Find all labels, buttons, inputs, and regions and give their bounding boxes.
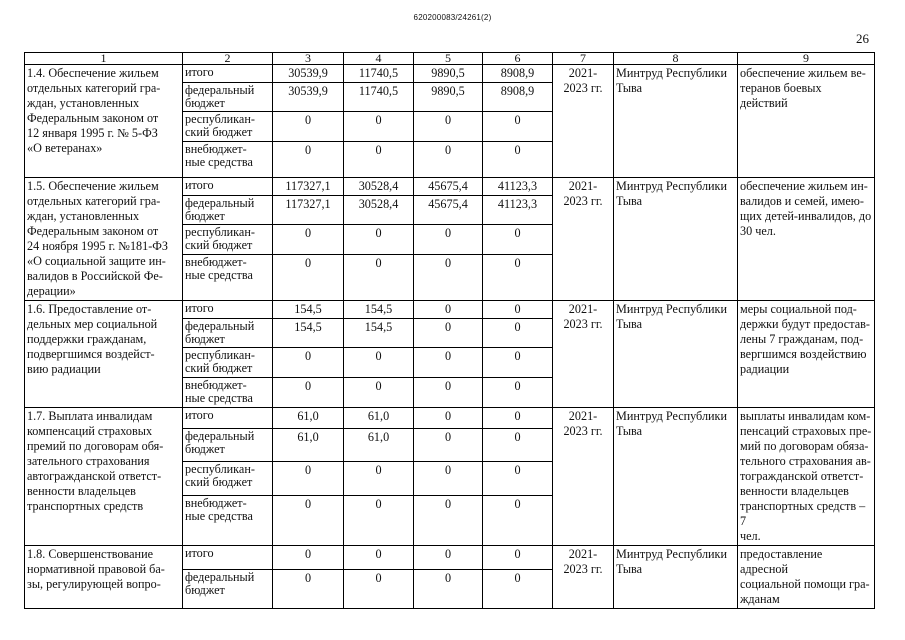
amount-cell: 117327,1 (273, 196, 344, 225)
measure-name-line: 1.8. Совершенствование (27, 547, 154, 561)
funding-source-line: ский бюджет (185, 474, 253, 489)
funding-source-line: итого (185, 178, 214, 192)
result-line: тогражданской ответст- (740, 469, 864, 483)
result-line: лены 7 гражданам, под- (740, 332, 864, 346)
measure-name-line: зы, регулирующей вопро- (27, 577, 161, 591)
col-header-6: 6 (483, 53, 553, 65)
amount-cell: 0 (483, 408, 553, 429)
funding-source-cell (183, 348, 273, 378)
funding-source-line: итого (185, 65, 214, 79)
amount-cell: 0 (344, 348, 414, 378)
col-header-2: 2 (183, 53, 273, 65)
funding-source-cell (183, 83, 273, 112)
period-line: 2023 гг. (563, 424, 603, 438)
column-number-row (25, 53, 875, 65)
executor-line: Минтруд Республики (616, 66, 728, 80)
measure-name-line: дельных мер социальной (27, 317, 158, 331)
amount-cell: 9890,5 (414, 65, 483, 83)
measure-name-line: ждан, установленных (27, 96, 140, 110)
period-cell (553, 178, 614, 301)
amount-cell: 0 (273, 225, 344, 255)
funding-source-cell (183, 225, 273, 255)
executor-line: Минтруд Республики (616, 302, 728, 316)
measure-name-line: автогражданской ответст- (27, 469, 162, 483)
executor-line: Тыва (616, 317, 643, 331)
executor-cell (614, 178, 738, 301)
measure-name-line: 24 ноября 1995 г. №181-ФЗ (27, 239, 169, 253)
measure-name-cell (25, 65, 183, 178)
amount-cell: 0 (483, 546, 553, 570)
period-line: 2023 гг. (563, 194, 603, 208)
measures-table (24, 52, 875, 609)
amount-cell: 0 (483, 378, 553, 408)
amount-cell: 154,5 (273, 319, 344, 348)
executor-line: Тыва (616, 562, 643, 576)
amount-cell: 0 (483, 301, 553, 319)
amount-cell: 0 (273, 378, 344, 408)
measure-name-line: компенсаций страховых (27, 424, 153, 438)
measure-name-line: отдельных категорий гра- (27, 194, 161, 208)
result-line: обеспечение жильем ин- (740, 179, 868, 193)
page-number: 26 (856, 31, 869, 46)
col-header-1: 1 (25, 53, 183, 65)
amount-cell: 61,0 (344, 408, 414, 429)
funding-source-cell (183, 178, 273, 196)
period-cell (553, 408, 614, 546)
measure-name-line: 12 января 1995 г. № 5-ФЗ (27, 126, 158, 140)
result-line: пенсаций страховых пре- (740, 424, 872, 438)
amount-cell: 0 (483, 570, 553, 609)
amount-cell: 0 (414, 112, 483, 142)
funding-source-line: ные средства (185, 155, 253, 169)
result-line: меры социальной под- (740, 302, 857, 316)
result-line: тельного страхования ав- (740, 454, 871, 468)
amount-cell: 154,5 (273, 301, 344, 319)
period-cell (553, 65, 614, 178)
funding-source-line: итого (185, 408, 214, 422)
measure-name-line: Федеральным законом от (27, 224, 159, 238)
amount-cell: 0 (483, 428, 553, 461)
amount-cell: 0 (344, 495, 414, 545)
amount-cell: 0 (414, 225, 483, 255)
funding-source-line: внебюджет- (185, 378, 247, 392)
amount-cell: 0 (344, 461, 414, 495)
col-header-9: 9 (738, 53, 875, 65)
funding-source-line: федеральный (185, 196, 255, 210)
funding-source-line: внебюджет- (185, 142, 247, 156)
amount-cell: 0 (414, 348, 483, 378)
amount-cell: 8908,9 (483, 65, 553, 83)
amount-cell: 0 (483, 255, 553, 301)
measure-name-line: вию радиации (27, 362, 101, 376)
amount-cell: 0 (414, 408, 483, 429)
funding-source-line: итого (185, 301, 214, 315)
measure-name-line: дерации» (27, 284, 76, 298)
measure-name-line: 1.4. Обеспечение жильем (27, 66, 159, 80)
executor-line: Минтруд Республики (616, 547, 728, 561)
measure-name-cell (25, 178, 183, 301)
amount-cell: 61,0 (344, 428, 414, 461)
amount-cell: 0 (273, 348, 344, 378)
result-line: транспортных средств – 7 (740, 499, 866, 528)
measure-name-line: венности владельцев (27, 484, 136, 498)
result-line: обеспечение жильем ве- (740, 66, 866, 80)
period-cell (553, 301, 614, 408)
funding-source-line: бюджет (185, 96, 225, 110)
result-line: валидов и семей, имею- (740, 194, 864, 208)
amount-cell: 154,5 (344, 319, 414, 348)
amount-cell: 0 (414, 142, 483, 178)
table-row (25, 546, 875, 570)
funding-source-cell (183, 112, 273, 142)
funding-source-line: ные средства (185, 268, 253, 282)
amount-cell: 0 (414, 570, 483, 609)
funding-source-cell (183, 65, 273, 83)
funding-source-line: итого (185, 546, 214, 560)
period-line: 2021- (568, 179, 598, 193)
funding-source-line: внебюджет- (185, 495, 247, 510)
result-line: вергшимся воздействию (740, 347, 867, 361)
table-row (25, 301, 875, 319)
executor-line: Минтруд Республики (616, 409, 728, 423)
amount-cell: 30528,4 (344, 178, 414, 196)
funding-source-line: ные средства (185, 508, 253, 523)
period-cell (553, 546, 614, 609)
measure-name-line: транспортных средств (27, 499, 144, 513)
amount-cell: 0 (483, 225, 553, 255)
amount-cell: 0 (344, 546, 414, 570)
measure-name-line: 1.5. Обеспечение жильем (27, 179, 159, 193)
measure-name-line: поддержки гражданам, (27, 332, 147, 346)
amount-cell: 0 (483, 112, 553, 142)
amount-cell: 61,0 (273, 408, 344, 429)
table-row (25, 408, 875, 429)
result-line: радиации (740, 362, 790, 376)
amount-cell: 0 (344, 255, 414, 301)
period-line: 2023 гг. (563, 562, 603, 576)
amount-cell: 0 (483, 348, 553, 378)
funding-source-cell (183, 142, 273, 178)
funding-source-line: республикан- (185, 112, 255, 126)
amount-cell: 0 (344, 142, 414, 178)
amount-cell: 41123,3 (483, 196, 553, 225)
amount-cell: 0 (414, 546, 483, 570)
amount-cell: 0 (344, 112, 414, 142)
result-cell (738, 301, 875, 408)
col-header-7: 7 (553, 53, 614, 65)
funding-source-line: внебюджет- (185, 255, 247, 269)
result-line: жданам (740, 592, 780, 606)
table-row (25, 65, 875, 83)
measure-name-cell (25, 301, 183, 408)
amount-cell: 9890,5 (414, 83, 483, 112)
funding-source-line: федеральный (185, 319, 255, 333)
amount-cell: 41123,3 (483, 178, 553, 196)
amount-cell: 0 (344, 378, 414, 408)
result-line: венности владельцев (740, 484, 849, 498)
funding-source-line: ные средства (185, 391, 253, 405)
amount-cell: 11740,5 (344, 65, 414, 83)
funding-source-line: федеральный (185, 83, 255, 97)
amount-cell: 0 (483, 142, 553, 178)
amount-cell: 154,5 (344, 301, 414, 319)
amount-cell: 0 (273, 495, 344, 545)
amount-cell: 0 (273, 570, 344, 609)
amount-cell: 8908,9 (483, 83, 553, 112)
amount-cell: 0 (273, 112, 344, 142)
amount-cell: 0 (414, 461, 483, 495)
period-line: 2021- (568, 547, 598, 561)
funding-source-line: федеральный (185, 570, 255, 585)
amount-cell: 0 (414, 428, 483, 461)
amount-cell: 30528,4 (344, 196, 414, 225)
result-cell (738, 546, 875, 609)
measure-name-line: премий по договорам обя- (27, 439, 164, 453)
result-line: щих детей-инвалидов, до (740, 209, 872, 223)
col-header-4: 4 (344, 53, 414, 65)
measure-name-cell (25, 408, 183, 546)
funding-source-cell (183, 408, 273, 429)
funding-source-line: бюджет (185, 583, 225, 598)
amount-cell: 0 (273, 255, 344, 301)
result-line: социальной помощи гра- (740, 577, 870, 591)
funding-source-line: ский бюджет (185, 361, 253, 375)
amount-cell: 0 (414, 301, 483, 319)
executor-cell (614, 65, 738, 178)
funding-source-line: республикан- (185, 348, 255, 362)
funding-source-cell (183, 495, 273, 545)
result-line: мий по договорам обяза- (740, 439, 869, 453)
funding-source-cell (183, 570, 273, 609)
amount-cell: 0 (483, 495, 553, 545)
measure-name-line: ждан, установленных (27, 209, 140, 223)
result-line: чел. (740, 529, 761, 543)
funding-source-cell (183, 319, 273, 348)
amount-cell: 0 (414, 378, 483, 408)
col-header-3: 3 (273, 53, 344, 65)
amount-cell: 30539,9 (273, 65, 344, 83)
executor-cell (614, 301, 738, 408)
funding-source-cell (183, 255, 273, 301)
funding-source-cell (183, 428, 273, 461)
amount-cell: 11740,5 (344, 83, 414, 112)
amount-cell: 0 (414, 319, 483, 348)
result-line: держки будут предостав- (740, 317, 870, 331)
period-line: 2021- (568, 66, 598, 80)
amount-cell: 0 (483, 461, 553, 495)
executor-cell (614, 408, 738, 546)
executor-line: Тыва (616, 194, 643, 208)
result-cell (738, 65, 875, 178)
measure-name-line: «О социальной защите ин- (27, 254, 166, 268)
measure-name-line: «О ветеранах» (27, 141, 103, 155)
funding-source-line: бюджет (185, 209, 225, 223)
funding-source-line: бюджет (185, 332, 225, 346)
amount-cell: 117327,1 (273, 178, 344, 196)
executor-cell (614, 546, 738, 609)
funding-source-cell (183, 546, 273, 570)
measure-name-line: зательного страхования (27, 454, 150, 468)
executor-line: Тыва (616, 81, 643, 95)
table-row (25, 178, 875, 196)
funding-source-cell (183, 301, 273, 319)
executor-line: Тыва (616, 424, 643, 438)
col-header-5: 5 (414, 53, 483, 65)
period-line: 2021- (568, 409, 598, 423)
amount-cell: 0 (273, 461, 344, 495)
amount-cell: 0 (273, 546, 344, 570)
funding-source-cell (183, 196, 273, 225)
result-line: предоставление адресной (740, 547, 823, 576)
funding-source-cell (183, 461, 273, 495)
amount-cell: 0 (273, 142, 344, 178)
funding-source-line: республикан- (185, 225, 255, 239)
measure-name-line: Федеральным законом от (27, 111, 159, 125)
funding-source-line: федеральный (185, 428, 255, 443)
funding-source-line: республикан- (185, 461, 255, 476)
amount-cell: 0 (344, 570, 414, 609)
amount-cell: 0 (414, 255, 483, 301)
result-line: выплаты инвалидам ком- (740, 409, 871, 423)
period-line: 2023 гг. (563, 317, 603, 331)
amount-cell: 30539,9 (273, 83, 344, 112)
amount-cell: 61,0 (273, 428, 344, 461)
executor-line: Минтруд Республики (616, 179, 728, 193)
amount-cell: 0 (483, 319, 553, 348)
funding-source-cell (183, 378, 273, 408)
result-cell (738, 178, 875, 301)
amount-cell: 0 (344, 225, 414, 255)
funding-source-line: ский бюджет (185, 238, 253, 252)
funding-source-line: бюджет (185, 441, 225, 456)
period-line: 2021- (568, 302, 598, 316)
result-line: 30 чел. (740, 224, 776, 238)
result-cell (738, 408, 875, 546)
measure-name-line: валидов в Российской Фе- (27, 269, 163, 283)
amount-cell: 45675,4 (414, 196, 483, 225)
measure-name-line: нормативной правовой ба- (27, 562, 165, 576)
measure-name-line: 1.7. Выплата инвалидам (27, 409, 153, 423)
amount-cell: 0 (414, 495, 483, 545)
col-header-8: 8 (614, 53, 738, 65)
measure-name-line: подвергшимся воздейст- (27, 347, 155, 361)
measure-name-line: 1.6. Предоставление от- (27, 302, 152, 316)
amount-cell: 45675,4 (414, 178, 483, 196)
document-stamp: 620200083/24261(2) (413, 13, 492, 22)
measure-name-cell (25, 546, 183, 609)
result-line: теранов боевых действий (740, 81, 822, 110)
period-line: 2023 гг. (563, 81, 603, 95)
measure-name-line: отдельных категорий гра- (27, 81, 161, 95)
funding-source-line: ский бюджет (185, 125, 253, 139)
